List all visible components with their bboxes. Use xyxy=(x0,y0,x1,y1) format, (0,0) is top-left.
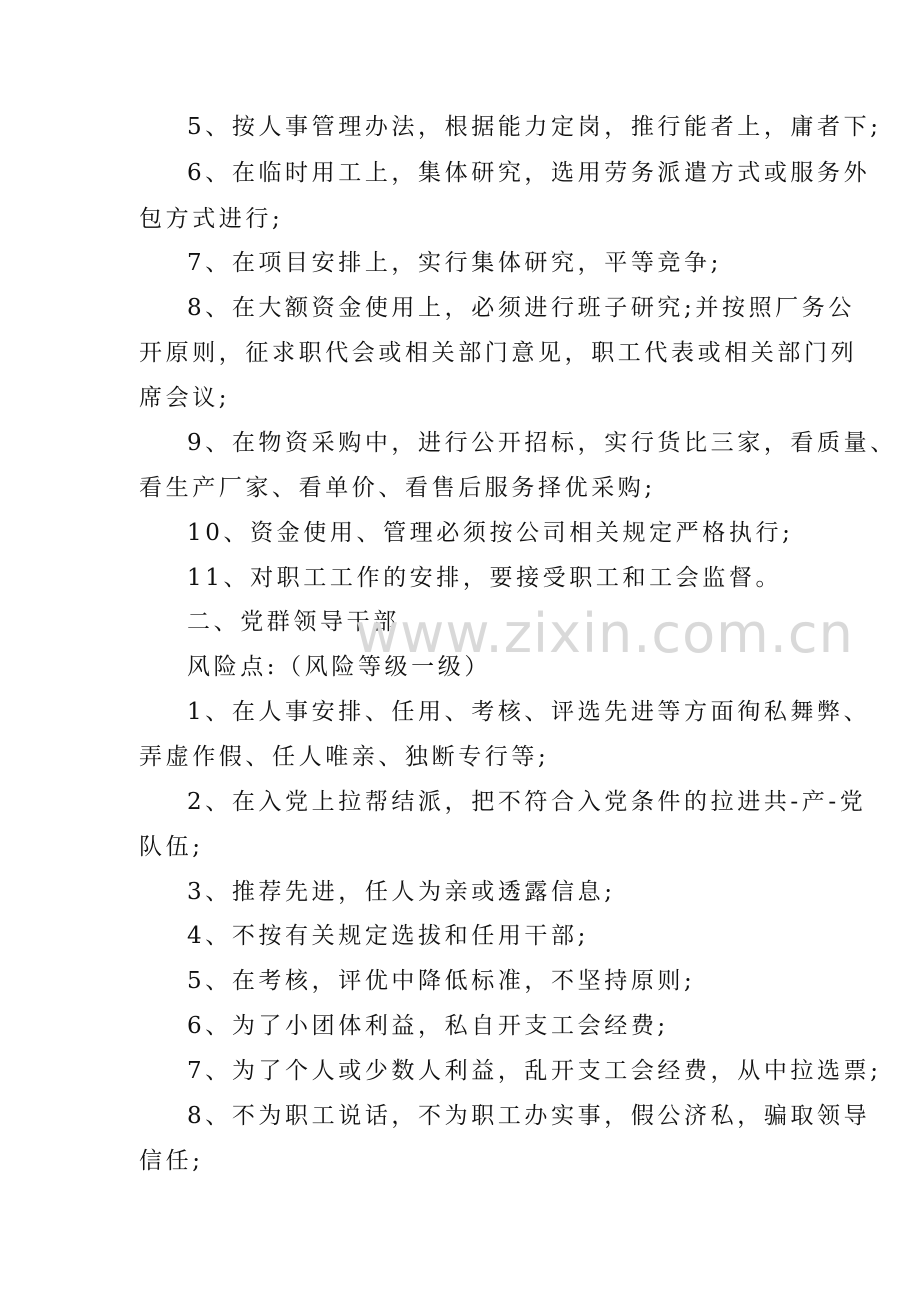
text-line: 开原则，征求职代会或相关部门意见，职工代表或相关部门列 xyxy=(139,340,858,366)
text-line: 6、为了小团体利益，私自开支工会经费; xyxy=(187,1013,669,1039)
watermark: www.zixin.com.cn xyxy=(355,602,854,665)
text-line: 队伍; xyxy=(139,834,204,860)
text-line: 信任; xyxy=(139,1148,204,1174)
text-line: 看生产厂家、看单价、看售后服务择优采购; xyxy=(139,475,656,501)
text-line: 1、在人事安排、任用、考核、评选先进等方面徇私舞弊、 xyxy=(187,699,871,725)
text-line: 7、在项目安排上，实行集体研究，平等竞争; xyxy=(187,250,722,276)
text-line: 11、对职工工作的安排，要接受职工和工会监督。 xyxy=(187,565,783,591)
text-line: 2、在入党上拉帮结派，把不符合入党条件的拉进共-产-党 xyxy=(187,789,867,815)
section-heading: 二、党群领导干部 xyxy=(187,609,400,635)
text-line: 席会议; xyxy=(139,385,231,411)
text-line: 7、为了个人或少数人利益，乱开支工会经费，从中拉选票; xyxy=(187,1058,882,1084)
text-line: 包方式进行; xyxy=(139,206,284,232)
text-line: 弄虚作假、任人唯亲、独断专行等; xyxy=(139,744,550,770)
text-line: 8、不为职工说话，不为职工办实事，假公济私，骗取领导 xyxy=(187,1103,871,1129)
text-line: 4、不按有关规定选拔和任用干部; xyxy=(187,923,589,949)
text-line: 8、在大额资金使用上，必须进行班子研究;并按照厂务公 xyxy=(187,295,855,321)
text-line: 5、按人事管理办法，根据能力定岗，推行能者上，庸者下; xyxy=(187,114,882,140)
text-line: 5、在考核，评优中降低标准，不坚持原则; xyxy=(187,968,696,994)
text-line: 9、在物资采购中，进行公开招标，实行货比三家，看质量、 xyxy=(187,430,897,456)
text-line: 6、在临时用工上，集体研究，选用劳务派遣方式或服务外 xyxy=(187,160,871,186)
risk-level-label: 风险点:（风险等级一级） xyxy=(187,654,491,680)
text-line: 3、推荐先进，任人为亲或透露信息; xyxy=(187,879,616,905)
text-line: 10、资金使用、管理必须按公司相关规定严格执行; xyxy=(187,520,794,546)
